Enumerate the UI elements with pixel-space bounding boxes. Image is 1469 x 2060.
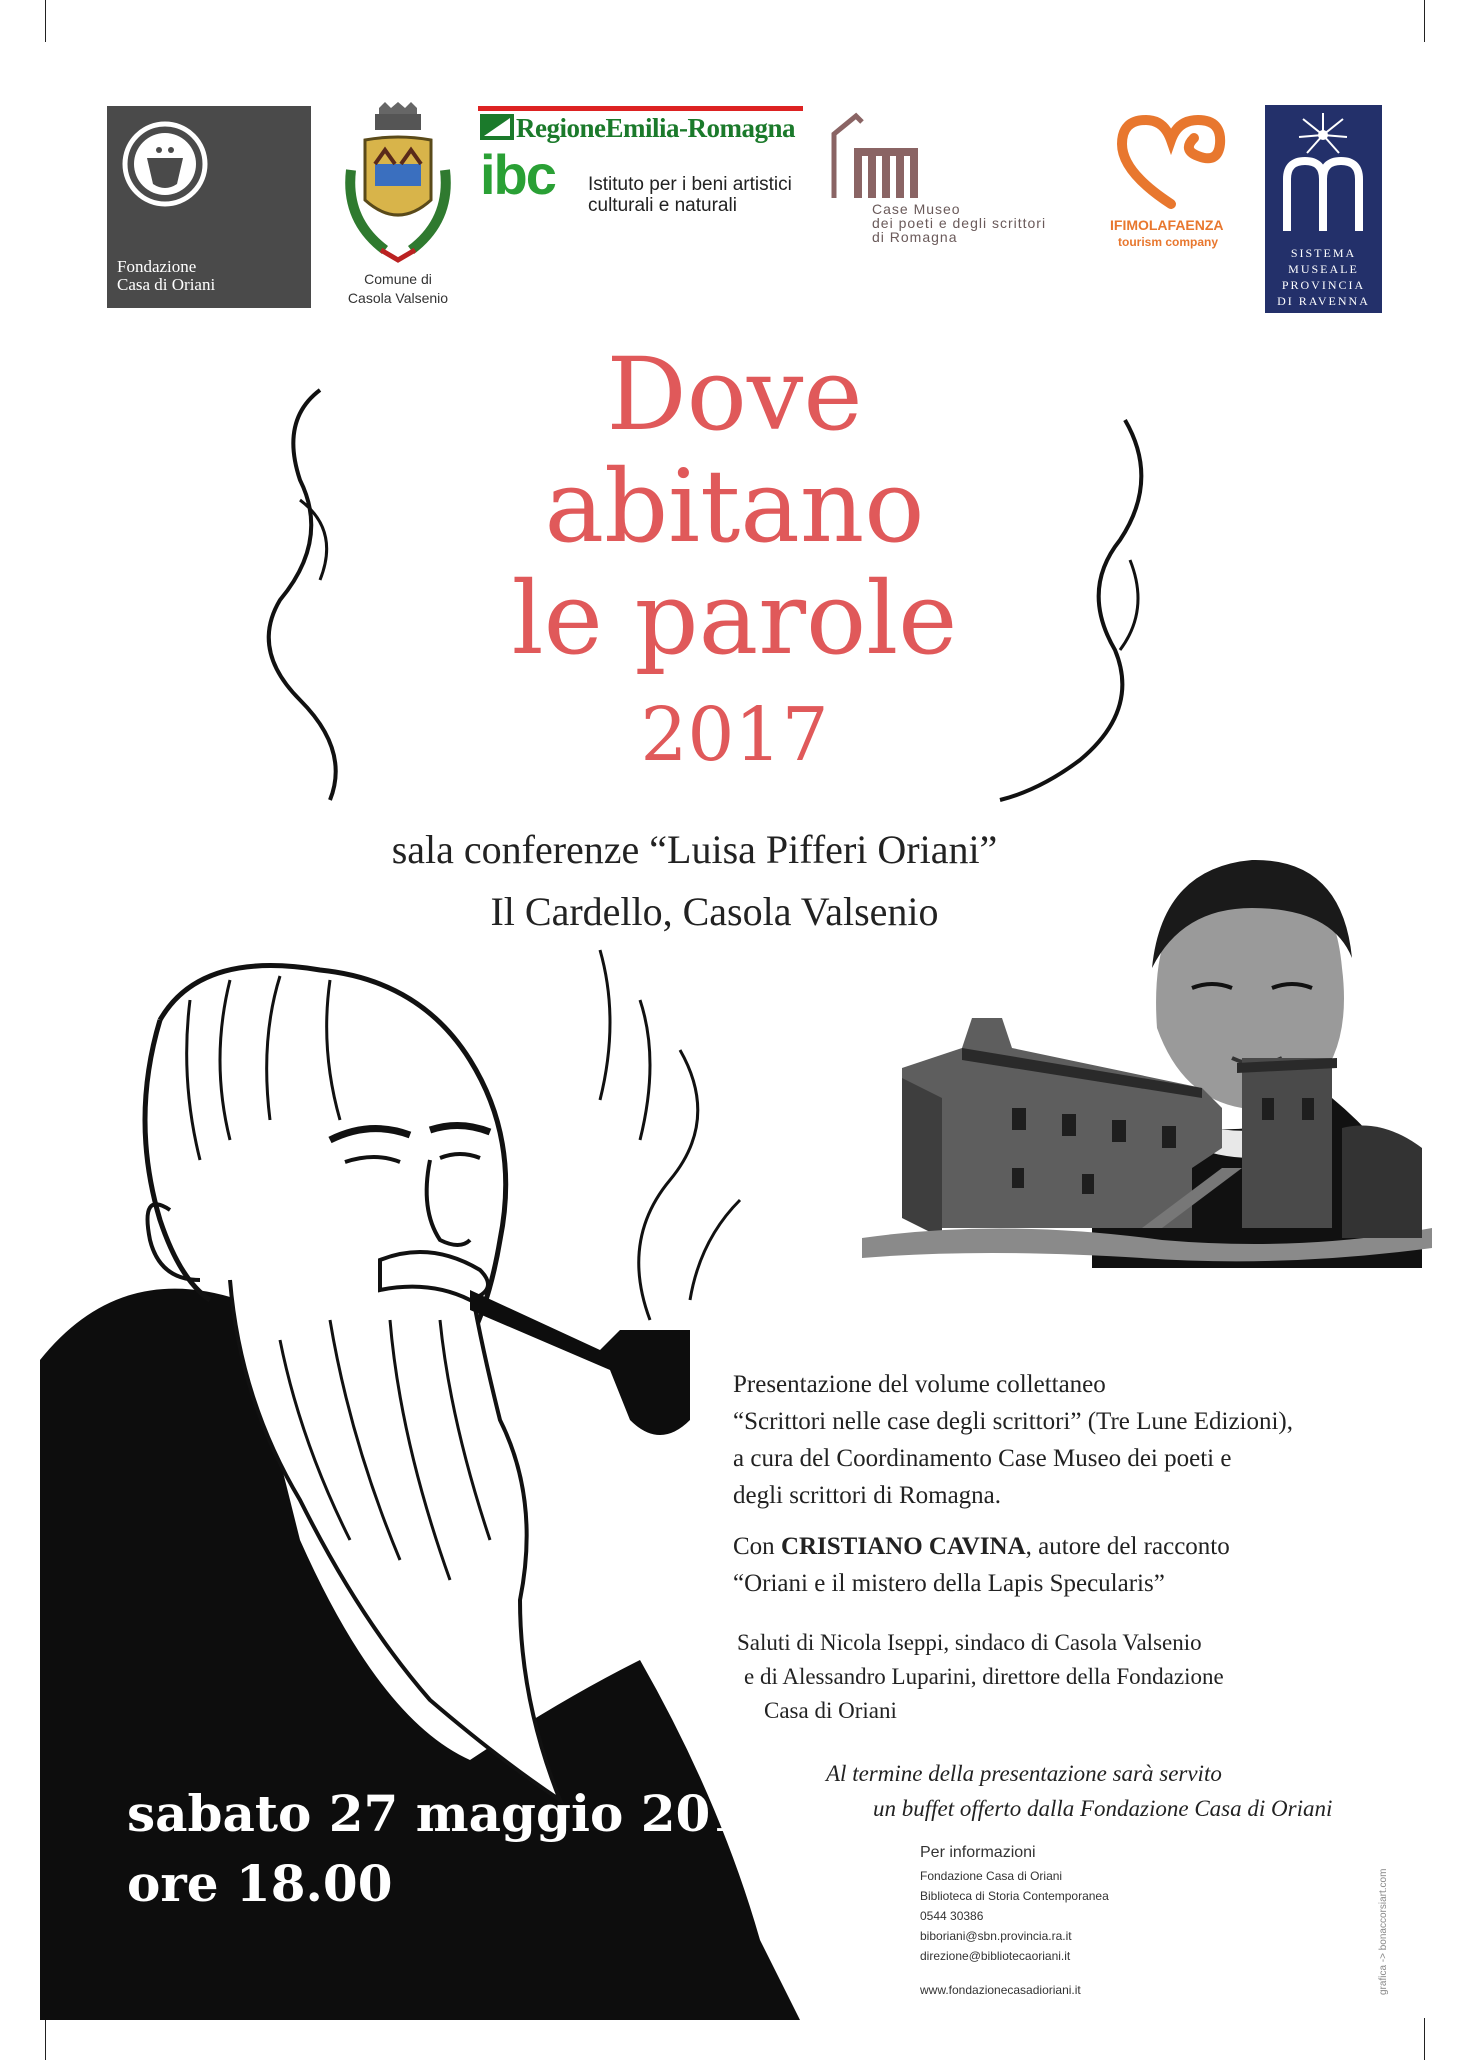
crop-mark [1424,2018,1425,2060]
info-phone: 0544 30386 [920,1909,984,1923]
presentation-paragraph [733,1366,1293,1514]
author-and-house-photo [862,848,1432,1328]
info-line: Fondazione Casa di Oriani [920,1869,1063,1883]
greetings-line: e di Alessandro Luparini, direttore della Fondazione [744,1664,1224,1689]
comune-crest-icon [335,100,461,268]
case-museo-logo-text: Case Museo dei poeti e degli scrittori di Romagna [872,201,1047,245]
imola-faenza-logo-text: IFIMOLAFAENZA [1110,217,1224,233]
presentation-line: “Scrittori nelle case degli scrittori” (Tre Lune Edizioni), [733,1408,1294,1435]
sistema-museale-m-icon [1265,105,1382,241]
author-paragraph [733,1528,1230,1602]
venue-line-2: Il Cardello, Casola Valsenio [490,889,939,934]
author-name: CRISTIANO CAVINA [780,1533,1026,1560]
event-date: sabato 27 maggio 2017 [127,1784,780,1843]
buffet-line: un buffet offerto dalla Fondazione Casa di Oriani [873,1796,1333,1821]
buffet-paragraph [826,1756,1332,1826]
rer-red-bar [478,106,803,111]
title-line-1: Dove [606,336,863,453]
story-title: “Oriani e il mistero della Lapis Specularis” [733,1570,1165,1597]
regione-logo-text: RegioneEmilia-Romagna [516,113,795,143]
info-website[interactable]: www.fondazionecasadioriani.it [920,1983,1081,1997]
fondazione-logo-text: Fondazione Casa di Oriani [117,257,216,294]
oriani-emblem-icon [107,106,311,256]
presentation-line: degli scrittori di Romagna. [733,1482,1002,1509]
ibc-description: Istituto per i beni artistici culturali e naturali [588,174,792,216]
sistema-museale-logo [1265,105,1382,313]
sistema-museale-text: SISTEMA MUSEALE PROVINCIA DI RAVENNA [1277,246,1370,308]
ibc-logo-text: ibc [480,143,555,206]
title-line-3: le parole [511,560,958,677]
presentation-line: a cura del Coordinamento Case Museo dei poeti e [733,1445,1232,1472]
event-time: ore 18.00 [127,1854,393,1913]
title-line-2: abitano [544,448,925,565]
author-suffix: , autore del racconto [1025,1533,1230,1560]
comune-logo-text: Comune di Casola Valsenio [347,271,449,306]
crop-mark [1424,0,1425,42]
greetings-paragraph [737,1626,1224,1728]
case-museo-logo-icon [828,112,938,200]
contact-info [920,1840,1109,2000]
greetings-line: Saluti di Nicola Iseppi, sindaco di Casola Valsenio [737,1630,1202,1655]
presentation-line: Presentazione del volume collettaneo [733,1371,1106,1398]
rer-flag-icon [480,114,514,140]
design-credit: grafica -> bonaccorsiart.com [1378,1868,1389,1995]
info-email[interactable]: biboriani@sbn.provincia.ra.it [920,1929,1072,1943]
author-line [733,1528,1230,1565]
crop-mark [45,0,46,42]
greetings-line: Casa di Oriani [764,1698,897,1723]
info-email[interactable]: direzione@bibliotecaoriani.it [920,1949,1071,1963]
tourism-company-text: tourism company [1118,235,1219,249]
info-heading: Per informazioni [920,1844,1036,1861]
buffet-line: Al termine della presentazione sarà servito [826,1761,1222,1786]
info-line: Biblioteca di Storia Contemporanea [920,1889,1109,1903]
fondazione-logo [107,106,311,308]
heart-logo-icon [1112,112,1230,212]
venue-line-1: sala conferenze “Luisa Pifferi Oriani” [391,827,998,872]
author-prefix: Con [733,1533,781,1560]
title-year: 2017 [640,692,829,778]
